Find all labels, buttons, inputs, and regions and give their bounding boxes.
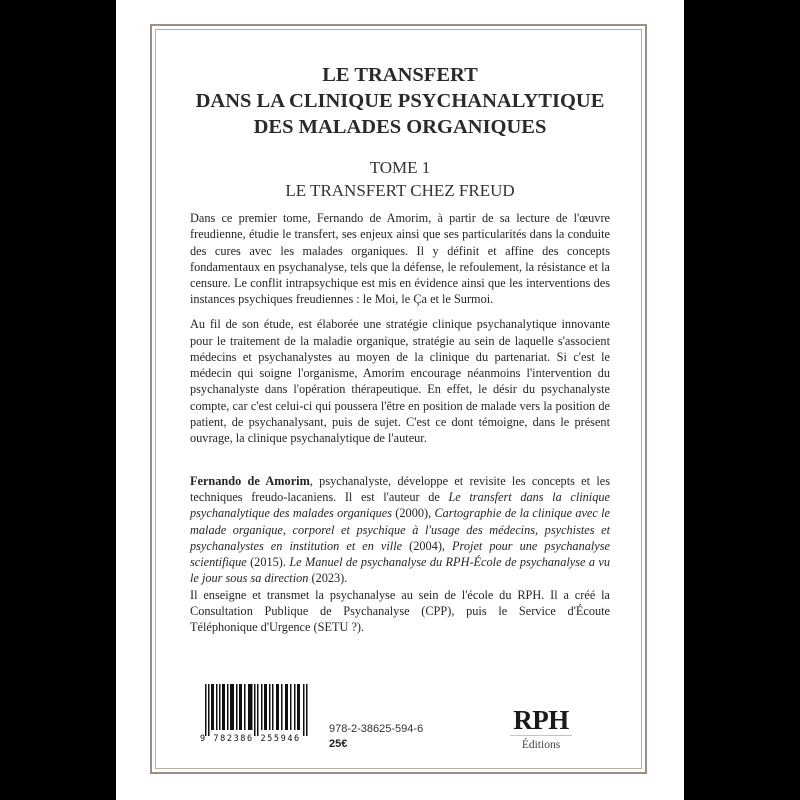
- blurb: [190, 210, 610, 636]
- isbn-barcode: [200, 684, 312, 748]
- book-title-line-1: LE TRANSFERT: [322, 64, 478, 86]
- work-title: Le transfert dans la clinique psychanalytique des malades organiques: [190, 489, 610, 521]
- summary-paragraph-2: Au fil de son étude, est élaborée une stratégie clinique psychanalytique innovante pour le traitement de la maladie organique, stratégie au sein de laquelle s'associent médecins et psychanalystes au moyen de la clinique du partenariat. Si c'est le médecin qui soigne l'organisme, Amorim encourage néanmoins l'intervention du psychanalyste dans l'opération thérapeutique. En effet, le désir du psychanalyste compte, car c'est celui-ci qui poussera l'être en position de malade vers la position de patient, de psychanalysant, puis de sujet. C'est ce dont témoigne, dans le présent ouvrage, la clinique psychanalytique de l'auteur.: [190, 317, 610, 446]
- work-title: Le Manuel de psychanalyse du RPH-École de psychanalyse a vu le jour sous sa direction: [190, 555, 610, 586]
- barcode-digits: 9 782386 255946: [200, 734, 301, 744]
- work-title: Projet pour une psychanalyse scientifique: [190, 538, 610, 570]
- barcode-icon: [200, 684, 312, 736]
- tome-label: TOME 1: [369, 158, 431, 177]
- publisher-logo: [508, 706, 574, 752]
- summary-paragraph-1: Dans ce premier tome, Fernando de Amorim, à partir de sa lecture de l'œuvre freudienne, étudie le transfert, ses enjeux ainsi que ses particularités dans la conduite des cures avec les malades organiques. Il y définit et affine des concepts fondamentaux en psychanalyse, tels que la défense, le refoulement, la résistance et la censure. Le conflit intrapsychique est mis en évidence ainsi que les interventions des instances psychiques freudiennes : le Moi, le Ça et le Surmoi.: [190, 211, 610, 307]
- logo-divider: [510, 735, 572, 736]
- author-bio-paragraph-2: Il enseigne et transmet la psychanalyse au sein de l'école du RPH. Il a créé la Consultation Publique de Psychanalyse (CPP), puis le Service d'Écoute Téléphonique d'Urgence (SETU ?).: [190, 587, 610, 635]
- book-back-cover: [116, 0, 684, 800]
- author-name: Fernando de Amorim: [190, 473, 310, 488]
- tome-subtitle: LE TRANSFERT CHEZ FREUD: [285, 181, 515, 200]
- book-title-line-2: DANS LA CLINIQUE PSYCHANALYTIQUE: [195, 90, 605, 112]
- author-bio: Fernando de Amorim, psychanalyste, développe et revisite les concepts et les techniques freudo-lacaniens. Il est l'auteur de Le transfert dans la clinique psychanalytique des malades organiques (2000), Cartographie de la clinique avec le malade organique, corporel et psychique à l'usage des médecins, psychistes et psychanalystes en institution et en ville (2004), Projet pour une psychanalyse scientifique (2015). Le Manuel de psychanalyse du RPH-École de psychanalyse a vu le jour sous sa direction (2023).: [190, 473, 610, 586]
- isbn-number: 978-2-38625-594-6: [329, 723, 424, 735]
- work-title: Cartographie de la clinique avec le malade organique, corporel et psychique à l'usage des médecins, psychistes et psychanalystes en institution et en ville: [190, 506, 610, 553]
- publisher-logo-subtitle: Éditions: [521, 739, 561, 751]
- price: 25€: [329, 738, 348, 750]
- publisher-logo-text: RPH: [513, 705, 569, 735]
- book-title-line-3: DES MALADES ORGANIQUES: [253, 116, 547, 138]
- title-block: [116, 62, 684, 202]
- isbn-price-block: [329, 722, 423, 752]
